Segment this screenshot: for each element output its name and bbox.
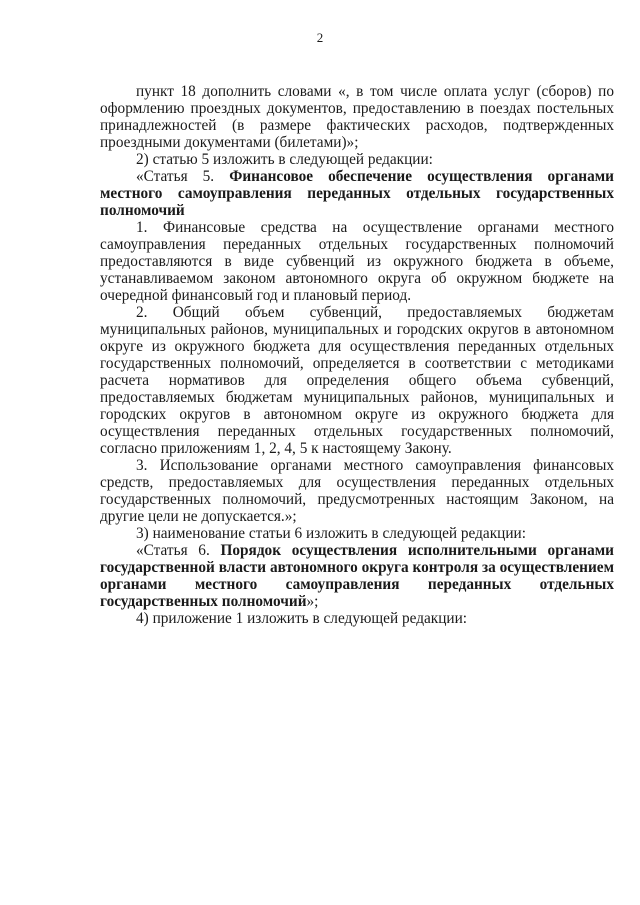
- paragraph-article-6-intro: 3) наименование статьи 6 изложить в следующей редакции:: [136, 525, 526, 542]
- article-5-clause-3: 3. Использование органами местного самоуправления финансовых средств, предоставляемых для осуществления переданных отдельных государственных полномочий, предусмотренных настоящим Законом, на другие цели не допускается.»;: [100, 457, 614, 525]
- article-6-heading: [100, 542, 614, 610]
- article-5-clause-2: 2. Общий объем субвенций, предоставляемых бюджетам муниципальных районов, муниципальных и городских округов в автономном округе из окружного бюджета для осуществления переданных отдельных государственных полномочий, определяется в соответствии с методиками расчета нормативов для определения общего объема субвенций, предоставляемых бюджетам муниципальных районов, муниципальных и городских округов в автономном округе из окружного бюджета для осуществления переданных отдельных государственных полномочий, согласно приложениям 1, 2, 4, 5 к настоящему Закону.: [100, 304, 614, 457]
- paragraph-item-18-amendment: пункт 18 дополнить словами «, в том числе оплата услуг (сборов) по оформлению проездных документов, предоставлению в поездах постельных принадлежностей (в размере фактических расходов, подтвержденных проездными документами (билетами)»;: [100, 83, 614, 151]
- page-number: 2: [316, 30, 324, 45]
- article-6-prefix: «Статья 6.: [136, 542, 221, 559]
- document-body: [100, 83, 614, 627]
- article-6-title: Порядок осуществления исполнительными органами государственной власти автономного округа контроля за осуществлением органами местного самоуправления переданных отдельных государственных полномочий: [100, 542, 614, 610]
- article-6-suffix: »;: [306, 593, 319, 610]
- article-5-prefix: «Статья 5.: [136, 168, 230, 185]
- paragraph-article-5-intro: 2) статью 5 изложить в следующей редакции:: [136, 151, 433, 168]
- paragraph-appendix-1-intro: 4) приложение 1 изложить в следующей редакции:: [136, 610, 468, 627]
- article-5-clause-1: 1. Финансовые средства на осуществление органами местного самоуправления переданных отдельных государственных полномочий предоставляются в виде субвенций из окружного бюджета в объеме, устанавливаемом законом автономного округа об окружном бюджете на очередной финансовый год и плановый период.: [100, 219, 614, 304]
- article-5-heading: [100, 168, 614, 219]
- article-5-title: Финансовое обеспечение осуществления органами местного самоуправления переданных отдельных государственных полномочий: [100, 168, 614, 219]
